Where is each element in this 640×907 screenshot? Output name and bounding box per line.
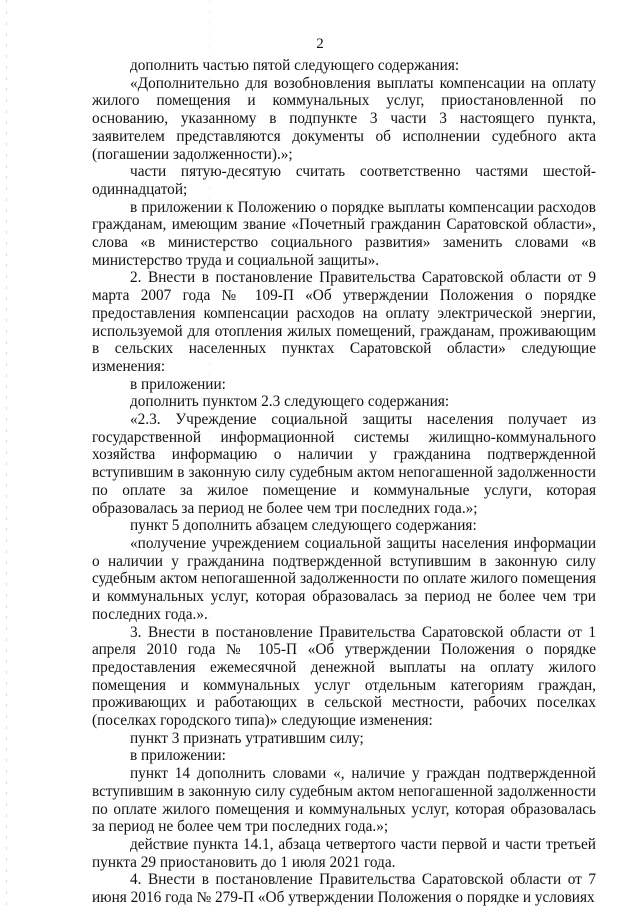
paragraph: в приложении: [130,747,226,765]
paragraph: пункт 3 признать утратившим силу; [130,729,364,747]
paragraph: пункт 5 дополнить абзацем следующего содержания: [130,517,477,535]
paragraph: «2.3. Учреждение социальной защиты населения получает из государственной информационной системы жилищно-коммунального хозяйства информацию о наличии у гражданина подтвержденной вступившим в законную силу судебным актом непогашенной задолженности по оплате за жилое помещение и коммунальные услуги, которая образовалась за период не более чем три последних года.»; [92,411,596,517]
page-number: 2 [316,36,324,52]
paragraph: 4. Внести в постановление Правительства Саратовской области от 7 июня 2016 года № 279-П «Об утверждении Положения о порядке и условиях [92,871,596,907]
scan-edge-mark [6,0,7,905]
paragraph: дополнить частью пятой следующего содержания: [130,57,460,74]
paragraph: в приложении: [130,375,226,393]
paragraph: дополнить пунктом 2.3 следующего содержания: [130,393,450,411]
paragraph: части пятую-десятую считать соответственно частями шестой-одиннадцатой; [92,163,596,198]
paragraph: в приложении к Положению о порядке выплаты компенсации расходов гражданам, имеющим звание «Почетный гражданин Саратовской области», слова «в министерство социального развития» заменить словами «в министерство труда и социальной защиты». [92,198,596,269]
paragraph: пункт 14 дополнить словами «, наличие у граждан подтвержденной вступившим в законную силу судебным актом непогашенной задолженности по оплате жилого помещения и коммунальных услуг, которая образовалась за период не более чем три последних года.»; [92,765,596,836]
paragraph: 2. Внести в постановление Правительства Саратовской области от 9 марта 2007 года № 109-П «Об утверждении Положения о порядке предоставления компенсации расходов на оплату электрической энергии, используемой для отопления жилых помещений, гражданам, проживающим в сельских населенных пунктах Саратовской области» следующие изменения: [92,269,596,375]
paragraph: «получение учреждением социальной защиты населения информации о наличии у гражданина подтвержденной вступившим в законную силу судебным актом непогашенной задолженности по оплате жилого помещения и коммунальных услуг, которая образовалась за период не более чем три последних года.». [92,534,596,623]
document-body [92,57,596,907]
paragraph: 3. Внести в постановление Правительства Саратовской области от 1 апреля 2010 года № 105-П «Об утверждении Положения о порядке предоставления ежемесячной денежной выплаты на оплату жилого помещения и коммунальных услуг отдельным категориям граждан, проживающих и работающих в сельской местности, рабочих поселках (поселках городского типа)» следующие изменения: [92,623,596,730]
paragraph: действие пункта 14.1, абзаца четвертого части первой и части третьей пункта 29 приостановить до 1 июля 2021 года. [92,835,596,871]
paragraph: «Дополнительно для возобновления выплаты компенсации на оплату жилого помещения и коммунальных услуг, приостановленной по основанию, указанному в подпункте 3 части 3 настоящего пункта, заявителем представляются документы об исполнении судебного акта (погашении задолженности).»; [92,74,596,163]
